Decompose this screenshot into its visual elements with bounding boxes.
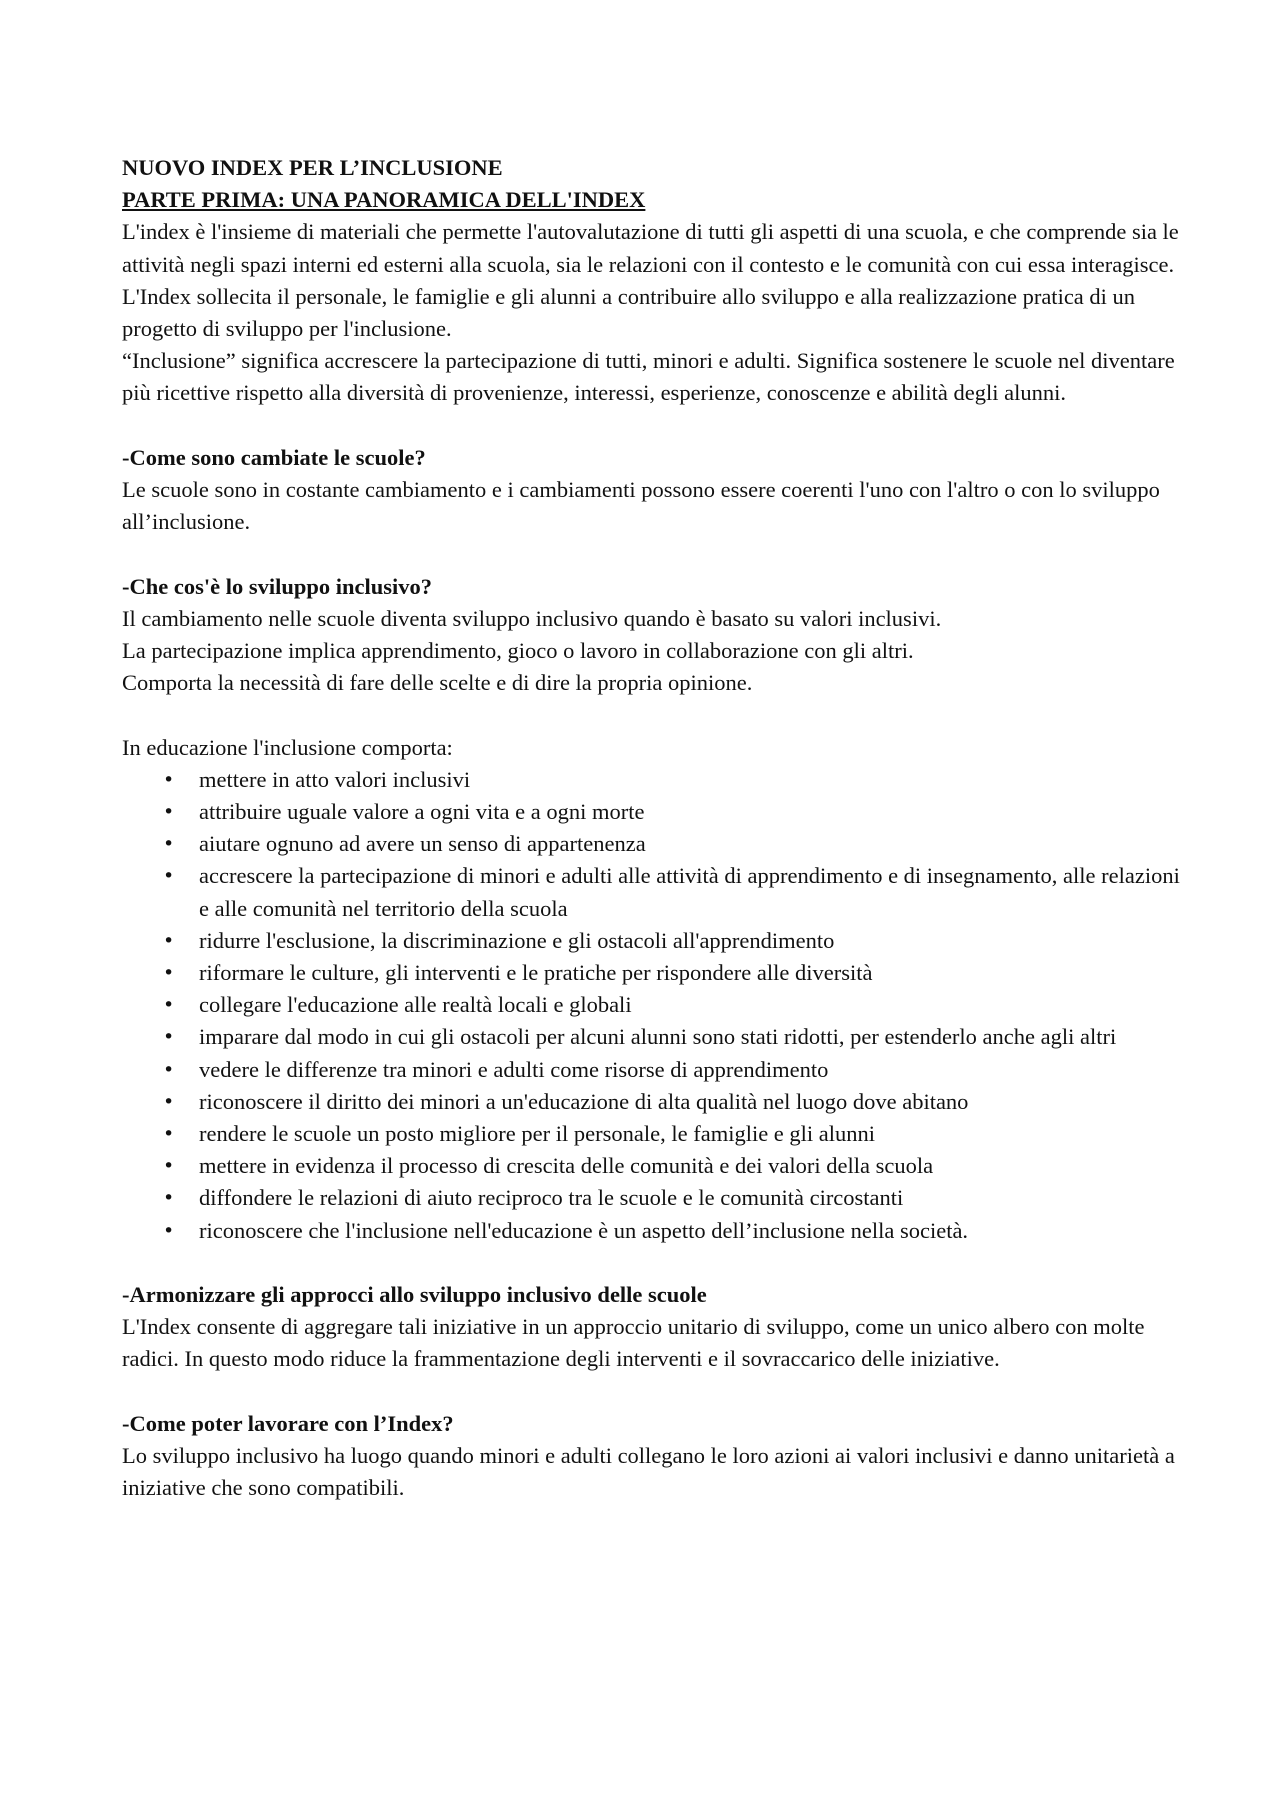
section-heading: -Come poter lavorare con l’Index?	[122, 1410, 454, 1436]
bullet-icon: •	[163, 1123, 175, 1146]
list-item	[122, 1150, 1182, 1182]
list-item-text: riconoscere che l'inclusione nell'educazione è un aspetto dell’inclusione nella società.	[199, 1217, 969, 1243]
list-item-text: diffondere le relazioni di aiuto reciproco tra le scuole e le comunità circostanti	[199, 1185, 904, 1211]
bullet-icon: •	[163, 1187, 175, 1210]
list-item	[122, 860, 1182, 924]
bullet-icon: •	[163, 994, 175, 1017]
list-item-text: ridurre l'esclusione, la discriminazione e gli ostacoli all'apprendimento	[199, 927, 835, 953]
document-subtitle: PARTE PRIMA: UNA PANORAMICA DELL'INDEX	[122, 187, 646, 213]
list-item	[122, 1086, 1182, 1118]
bullet-icon: •	[163, 768, 175, 791]
list-item-text: vedere le differenze tra minori e adulti come risorse di apprendimento	[199, 1056, 829, 1082]
list-item-text: aiutare ognuno ad avere un senso di appartenenza	[199, 831, 646, 857]
bullet-icon: •	[163, 1058, 175, 1081]
document-title: NUOVO INDEX PER L’INCLUSIONE	[122, 155, 503, 180]
list-item	[122, 989, 1182, 1021]
list-item	[122, 1215, 1182, 1247]
list-item	[122, 764, 1182, 796]
list-item	[122, 925, 1182, 957]
bullet-icon: •	[163, 1090, 175, 1113]
list-item-text: attribuire uguale valore a ogni vita e a ogni morte	[199, 799, 645, 825]
list-item-text: collegare l'educazione alle realtà locali e globali	[199, 992, 632, 1018]
section-body: La partecipazione implica apprendimento, gioco o lavoro in collaborazione con gli altri.	[122, 638, 914, 664]
bullet-icon: •	[163, 801, 175, 824]
bullet-icon: •	[163, 962, 175, 985]
section-body: Le scuole sono in costante cambiamento e i cambiamenti possono essere coerenti l'uno con l'altro o con lo sviluppo all’inclusione.	[122, 477, 1160, 535]
list-item-text: mettere in evidenza il processo di crescita delle comunità e dei valori della scuola	[199, 1153, 934, 1179]
paragraph-spacer	[122, 538, 1182, 570]
list-item-text: imparare dal modo in cui gli ostacoli per alcuni alunni sono stati ridotti, per estenderlo anche agli altri	[199, 1024, 1117, 1050]
list-item-text: riformare le culture, gli interventi e le pratiche per rispondere alle diversità	[199, 960, 873, 986]
section-body: L'Index consente di aggregare tali iniziative in un approccio unitario di sviluppo, come un unico albero con molte radici. In questo modo riduce la frammentazione degli interventi e il sovraccarico delle iniziative.	[122, 1314, 1145, 1372]
list-item-text: riconoscere il diritto dei minori a un'educazione di alta qualità nel luogo dove abitano	[199, 1088, 969, 1114]
list-item	[122, 1182, 1182, 1214]
list-item	[122, 1054, 1182, 1086]
list-item	[122, 1021, 1182, 1053]
list-item	[122, 1118, 1182, 1150]
paragraph-spacer	[122, 410, 1182, 442]
intro-paragraph: “Inclusione” significa accrescere la partecipazione di tutti, minori e adulti. Significa sostenere le scuole nel diventare più ricettive rispetto alla diversità di provenienze, interessi, esperienze, conoscenze e abilità degli alunni.	[122, 348, 1175, 406]
bullet-icon: •	[163, 1219, 175, 1242]
paragraph-spacer	[122, 1376, 1182, 1408]
bullet-icon: •	[163, 929, 175, 952]
section-heading: -Armonizzare gli approcci allo sviluppo inclusivo delle scuole	[122, 1282, 707, 1308]
section-body: Comporta la necessità di fare delle scelte e di dire la propria opinione.	[122, 670, 753, 696]
paragraph-spacer	[122, 699, 1182, 731]
list-item-text: mettere in atto valori inclusivi	[199, 766, 471, 792]
list-intro: In educazione l'inclusione comporta:	[122, 734, 453, 760]
bullet-list	[122, 764, 1182, 1247]
document-page	[122, 152, 1182, 1504]
section-body: Il cambiamento nelle scuole diventa sviluppo inclusivo quando è basato su valori inclusivi.	[122, 605, 942, 631]
bullet-icon: •	[163, 865, 175, 888]
section-heading: -Come sono cambiate le scuole?	[122, 444, 426, 470]
list-item	[122, 796, 1182, 828]
section-heading: -Che cos'è lo sviluppo inclusivo?	[122, 573, 433, 599]
paragraph-spacer	[122, 1247, 1182, 1279]
bullet-icon: •	[163, 1155, 175, 1178]
intro-paragraph: L'index è l'insieme di materiali che permette l'autovalutazione di tutti gli aspetti di una scuola, e che comprende sia le attività negli spazi interni ed esterni alla scuola, sia le relazioni con il contesto e le comunità con cui essa interagisce.	[122, 219, 1179, 277]
intro-paragraph: L'Index sollecita il personale, le famiglie e gli alunni a contribuire allo sviluppo e alla realizzazione pratica di un progetto di sviluppo per l'inclusione.	[122, 283, 1136, 342]
list-item-text: rendere le scuole un posto migliore per il personale, le famiglie e gli alunni	[199, 1121, 876, 1147]
bullet-icon: •	[163, 1026, 175, 1049]
bullet-icon: •	[163, 833, 175, 856]
section-body: Lo sviluppo inclusivo ha luogo quando minori e adulti collegano le loro azioni ai valori inclusivi e danno unitarietà a iniziative che sono compatibili.	[122, 1443, 1175, 1501]
list-item	[122, 957, 1182, 989]
list-item-text: accrescere la partecipazione di minori e adulti alle attività di apprendimento e di insegnamento, alle relazioni e alle comunità nel territorio della scuola	[199, 863, 1180, 921]
list-item	[122, 828, 1182, 860]
